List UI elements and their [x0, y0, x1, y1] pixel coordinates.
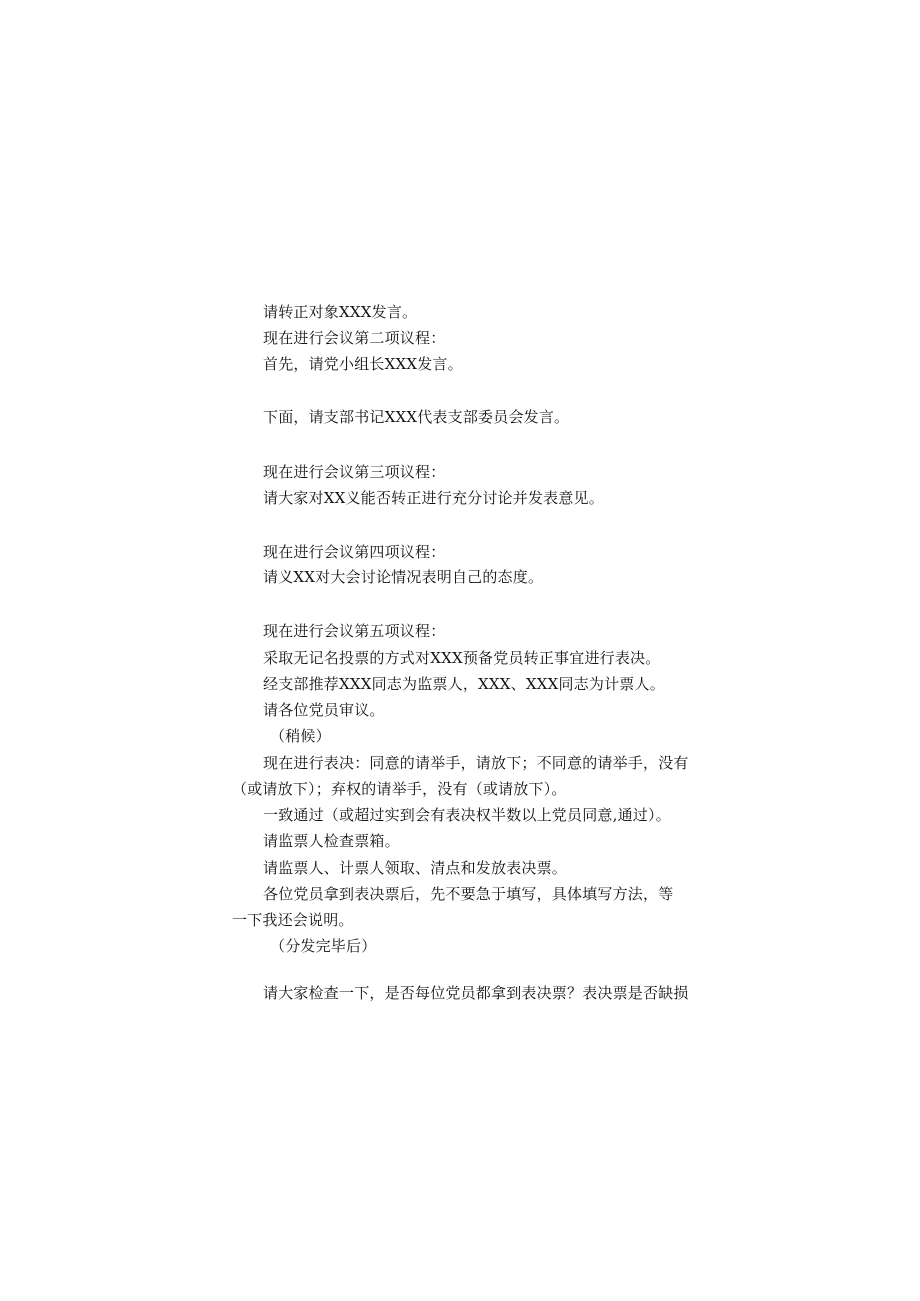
text-line: 现在进行表决：同意的请举手，请放下；不同意的请举手，没有	[263, 754, 689, 772]
text-line: 现在进行会议第五项议程：	[263, 622, 446, 640]
text-line: （稍候）	[270, 727, 331, 745]
text-line: 一下我还会说明。	[232, 911, 354, 929]
text-line: 采取无记名投票的方式对XXX预备党员转正事宜进行表决。	[263, 649, 661, 667]
text-line: 现在进行会议第三项议程：	[263, 463, 446, 481]
text-line: （或请放下）；弃权的请举手，没有（或请放下）。	[232, 780, 567, 798]
text-line: （分发完毕后）	[270, 937, 377, 955]
text-line: 首先，请党小组长XXX发言。	[263, 355, 463, 373]
text-line: 请大家对XX义能否转正进行充分讨论并发表意见。	[263, 489, 604, 507]
text-line: 请监票人检查票箱。	[263, 832, 400, 850]
text-line: 经支部推荐XXX同志为监票人，XXX、XXX同志为计票人。	[263, 675, 665, 693]
text-line: 请转正对象XXX发言。	[263, 303, 418, 321]
text-line: 请各位党员审议。	[263, 701, 385, 719]
text-line: 各位党员拿到表决票后，先不要急于填写，具体填写方法，等	[263, 885, 674, 903]
text-line: 请大家检查一下，是否每位党员都拿到表决票？表决票是否缺损	[263, 984, 689, 1002]
text-line: 一致通过（或超过实到会有表决权半数以上党员同意,通过）。	[263, 806, 671, 824]
text-line: 现在进行会议第二项议程：	[263, 329, 446, 347]
text-line: 请义XX对大会讨论情况表明自己的态度。	[263, 568, 544, 586]
text-line: 请监票人、计票人领取、清点和发放表决票。	[263, 859, 568, 877]
text-line: 现在进行会议第四项议程：	[263, 543, 446, 561]
text-line: 下面，请支部书记XXX代表支部委员会发言。	[263, 408, 570, 426]
